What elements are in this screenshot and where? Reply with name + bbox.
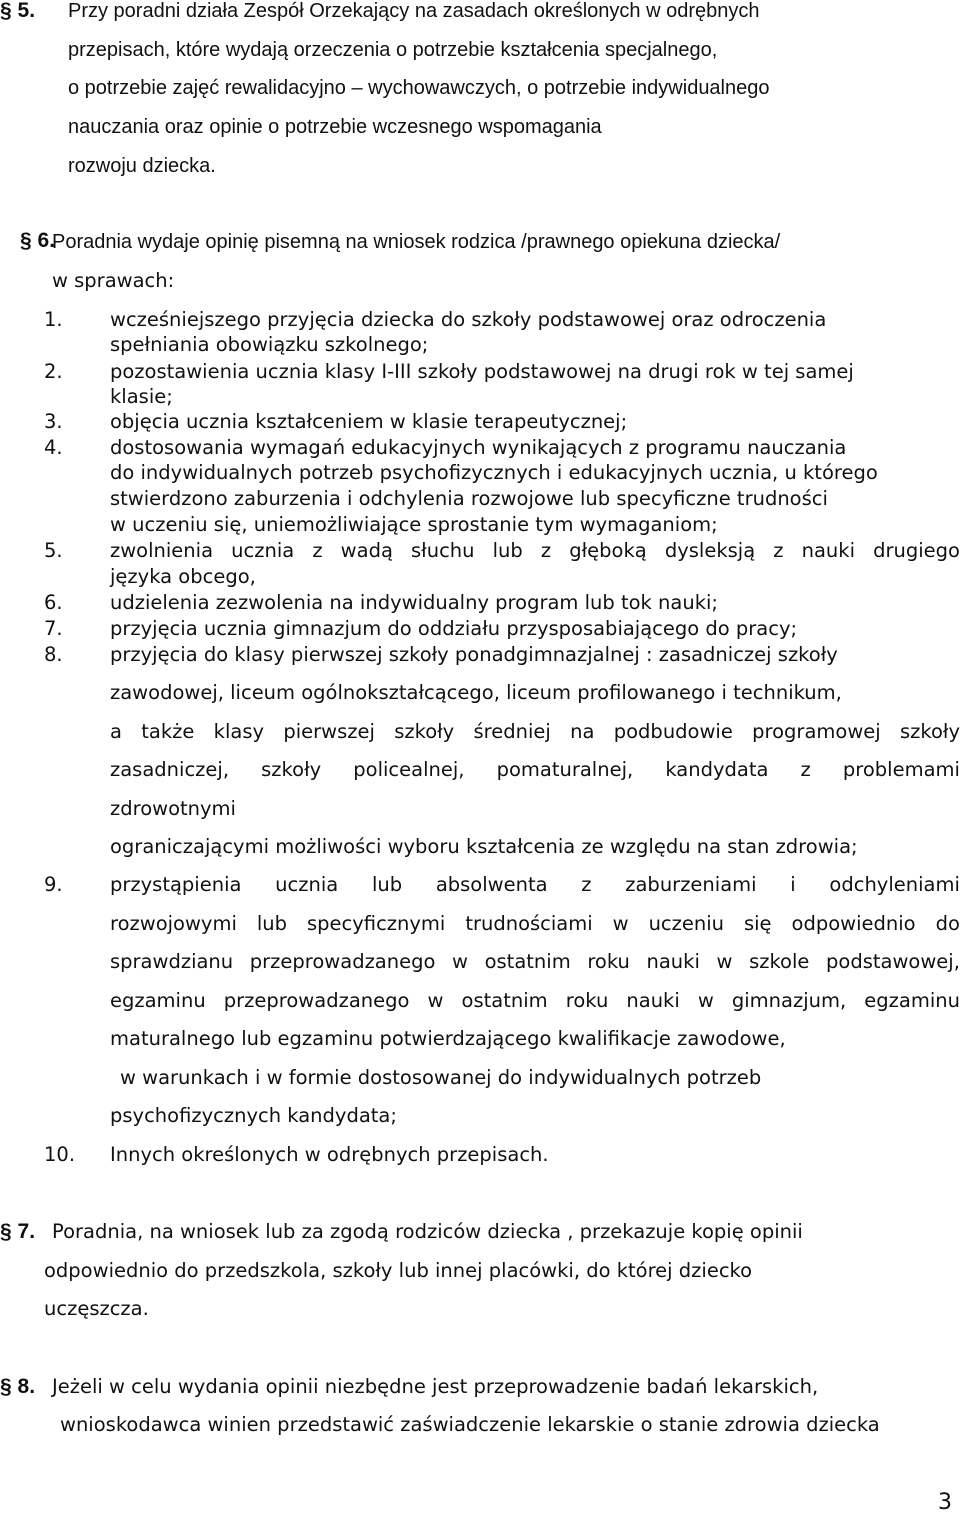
paragraph-line: w sprawach: bbox=[52, 269, 175, 292]
word: rozwojowymi bbox=[110, 912, 237, 935]
list-item-line: pozostawienia ucznia klasy I-III szkoły podstawowej na drugi rok w tej samej bbox=[110, 360, 854, 383]
word: lub bbox=[492, 539, 523, 562]
list-item-line: wcześniejszego przyjęcia dziecka do szkoły podstawowej oraz odroczenia bbox=[110, 308, 827, 331]
word: w bbox=[612, 912, 629, 935]
paragraph-line: przepisach, które wydają orzeczenia o potrzebie kształcenia specjalnego, bbox=[68, 39, 718, 61]
word: do bbox=[935, 912, 960, 935]
section-6-heading bbox=[20, 229, 55, 253]
word: roku bbox=[587, 950, 630, 973]
list-item-line: udzielenia zezwolenia na indywidualny program lub tok nauki; bbox=[110, 591, 718, 614]
paragraph-line: Jeżeli w celu wydania opinii niezbędne jest przeprowadzenie badań lekarskich, bbox=[52, 1375, 819, 1398]
word: dysleksją bbox=[664, 539, 756, 562]
section-sign: § bbox=[20, 229, 32, 252]
word: szkoły bbox=[261, 758, 322, 781]
list-item-line bbox=[110, 720, 960, 744]
list-item-line bbox=[110, 539, 960, 563]
list-number: 5. bbox=[44, 539, 63, 562]
word: nauki bbox=[626, 989, 680, 1012]
list-item-line: przyjęcia do klasy pierwszej szkoły ponadgimnazjalnej : zasadniczej szkoły bbox=[110, 643, 838, 666]
list-item-line bbox=[110, 950, 960, 974]
word: odpowiednio bbox=[791, 912, 916, 935]
word: głęboką bbox=[569, 539, 647, 562]
word: szkoły bbox=[899, 720, 960, 743]
word: w bbox=[697, 989, 714, 1012]
word: ucznia bbox=[231, 539, 295, 562]
word: gimnazjum, bbox=[731, 989, 847, 1012]
list-item-line: języka obcego, bbox=[110, 565, 256, 588]
word: zasadniczej, bbox=[110, 758, 230, 781]
word: wadą bbox=[340, 539, 393, 562]
list-item-line: przyjęcia ucznia gimnazjum do oddziału przysposabiającego do pracy; bbox=[110, 617, 798, 640]
word: pomaturalnej, bbox=[496, 758, 634, 781]
list-item-line: Innych określonych w odrębnych przepisach. bbox=[110, 1143, 549, 1166]
section-7-heading bbox=[0, 1220, 35, 1244]
word: nauki bbox=[801, 539, 855, 562]
word: ucznia bbox=[275, 873, 339, 896]
list-number: 10. bbox=[44, 1143, 76, 1166]
list-item-line: zawodowej, liceum ogólnokształcącego, liceum profilowanego i technikum, bbox=[110, 681, 842, 704]
list-item-line bbox=[110, 989, 960, 1013]
word: średniej bbox=[473, 720, 551, 743]
list-item-line bbox=[110, 912, 960, 936]
word: egzaminu bbox=[110, 989, 206, 1012]
list-item-line bbox=[110, 758, 960, 782]
section-number: 7. bbox=[17, 1220, 36, 1243]
paragraph-line: Poradnia wydaje opinię pisemną na wniosek rodzica /prawnego opiekuna dziecka/ bbox=[52, 231, 781, 253]
list-item-line: w uczeniu się, uniemożliwiające sprostanie tym wymaganiom; bbox=[110, 513, 718, 536]
list-number: 2. bbox=[44, 360, 63, 383]
list-item-line: zdrowotnymi bbox=[110, 797, 236, 820]
word: problemami bbox=[842, 758, 960, 781]
paragraph-line: nauczania oraz opinie o potrzebie wczesnego wspomagania bbox=[68, 116, 602, 138]
word: zaburzeniami bbox=[625, 873, 757, 896]
list-number: 9. bbox=[44, 873, 63, 896]
list-number: 3. bbox=[44, 410, 63, 433]
list-item-line: dostosowania wymagań edukacyjnych wynikających z programu nauczania bbox=[110, 436, 847, 459]
word: przeprowadzanego bbox=[223, 989, 410, 1012]
word: roku bbox=[565, 989, 609, 1012]
word: trudnościami bbox=[465, 912, 593, 935]
word: a bbox=[110, 720, 122, 743]
word: ostatnim bbox=[461, 989, 548, 1012]
section-sign: § bbox=[0, 1375, 12, 1398]
word: zwolnienia bbox=[110, 539, 214, 562]
paragraph-line: Przy poradni działa Zespół Orzekający na zasadach określonych w odrębnych bbox=[68, 0, 760, 22]
section-sign: § bbox=[0, 1220, 12, 1243]
word: z bbox=[312, 539, 323, 562]
list-item-line: maturalnego lub egzaminu potwierdzającego kwalifikacje zawodowe, bbox=[110, 1027, 786, 1050]
word: w bbox=[452, 950, 468, 973]
word: z bbox=[540, 539, 552, 562]
list-item-line: klasie; bbox=[110, 385, 173, 408]
word: przeprowadzanego bbox=[249, 950, 436, 973]
section-number: 5. bbox=[17, 0, 36, 22]
word: z bbox=[773, 539, 784, 562]
word: uczeniu bbox=[648, 912, 725, 935]
paragraph-line: rozwoju dziecka. bbox=[68, 155, 216, 177]
section-number: 6. bbox=[37, 229, 56, 252]
paragraph-line: Poradnia, na wniosek lub za zgodą rodziców dziecka , przekazuje kopię opinii bbox=[52, 1220, 803, 1243]
word: lub bbox=[256, 912, 288, 935]
word: przystąpienia bbox=[110, 873, 242, 896]
list-number: 7. bbox=[44, 617, 63, 640]
word: szkoły bbox=[394, 720, 455, 743]
paragraph-line: wnioskodawca winien przedstawić zaświadczenie lekarskie o stanie zdrowia dziecka bbox=[60, 1413, 880, 1436]
section-sign: § bbox=[0, 0, 12, 22]
word: absolwenta bbox=[435, 873, 548, 896]
list-item-line: objęcia ucznia kształceniem w klasie terapeutycznej; bbox=[110, 410, 628, 433]
word: lub bbox=[371, 873, 403, 896]
list-item-line: ograniczającymi możliwości wyboru kształcenia ze względu na stan zdrowia; bbox=[110, 835, 858, 858]
word: na bbox=[570, 720, 595, 743]
paragraph-line: o potrzebie zajęć rewalidacyjno – wychowawczych, o potrzebie indywidualnego bbox=[68, 77, 770, 99]
word: nauki bbox=[646, 950, 700, 973]
paragraph-line: odpowiednio do przedszkola, szkoły lub innej placówki, do której dziecko bbox=[44, 1259, 753, 1282]
list-item-line bbox=[110, 873, 960, 897]
paragraph-line: uczęszcza. bbox=[44, 1297, 149, 1320]
word: w bbox=[427, 989, 444, 1012]
word: i bbox=[790, 873, 796, 896]
section-number: 8. bbox=[17, 1375, 36, 1398]
word: pierwszej bbox=[283, 720, 375, 743]
word: się bbox=[743, 912, 772, 935]
word: policealnej, bbox=[353, 758, 465, 781]
word: specyficznymi bbox=[306, 912, 446, 935]
section-8-heading bbox=[0, 1375, 35, 1399]
word: podbudowie bbox=[613, 720, 733, 743]
list-number: 8. bbox=[44, 643, 63, 666]
list-item-line: psychofizycznych kandydata; bbox=[110, 1104, 397, 1127]
word: z bbox=[581, 873, 592, 896]
list-number: 4. bbox=[44, 436, 63, 459]
list-item-line: w warunkach i w formie dostosowanej do indywidualnych potrzeb bbox=[120, 1066, 762, 1089]
list-number: 6. bbox=[44, 591, 63, 614]
word: drugiego bbox=[873, 539, 960, 562]
word: ostatnim bbox=[484, 950, 571, 973]
word: w bbox=[716, 950, 733, 973]
word: egzaminu bbox=[864, 989, 960, 1012]
list-number: 1. bbox=[44, 308, 63, 331]
list-item-line: stwierdzono zaburzenia i odchylenia rozwojowe lub specyficzne trudności bbox=[110, 487, 828, 510]
word: kandydata bbox=[665, 758, 769, 781]
page-number: 3 bbox=[938, 1490, 952, 1515]
list-item-line: do indywidualnych potrzeb psychofizycznych i edukacyjnych ucznia, u którego bbox=[110, 461, 878, 484]
section-5-heading bbox=[0, 0, 35, 23]
word: odchyleniami bbox=[829, 873, 960, 896]
word: z bbox=[800, 758, 811, 781]
word: szkole bbox=[749, 950, 810, 973]
word: klasy bbox=[213, 720, 265, 743]
word: słuchu bbox=[411, 539, 475, 562]
word: sprawdzianu bbox=[110, 950, 234, 973]
word: programowej bbox=[752, 720, 881, 743]
list-item-line: spełniania obowiązku szkolnego; bbox=[110, 333, 429, 356]
word: podstawowej, bbox=[826, 950, 960, 973]
word: także bbox=[141, 720, 195, 743]
